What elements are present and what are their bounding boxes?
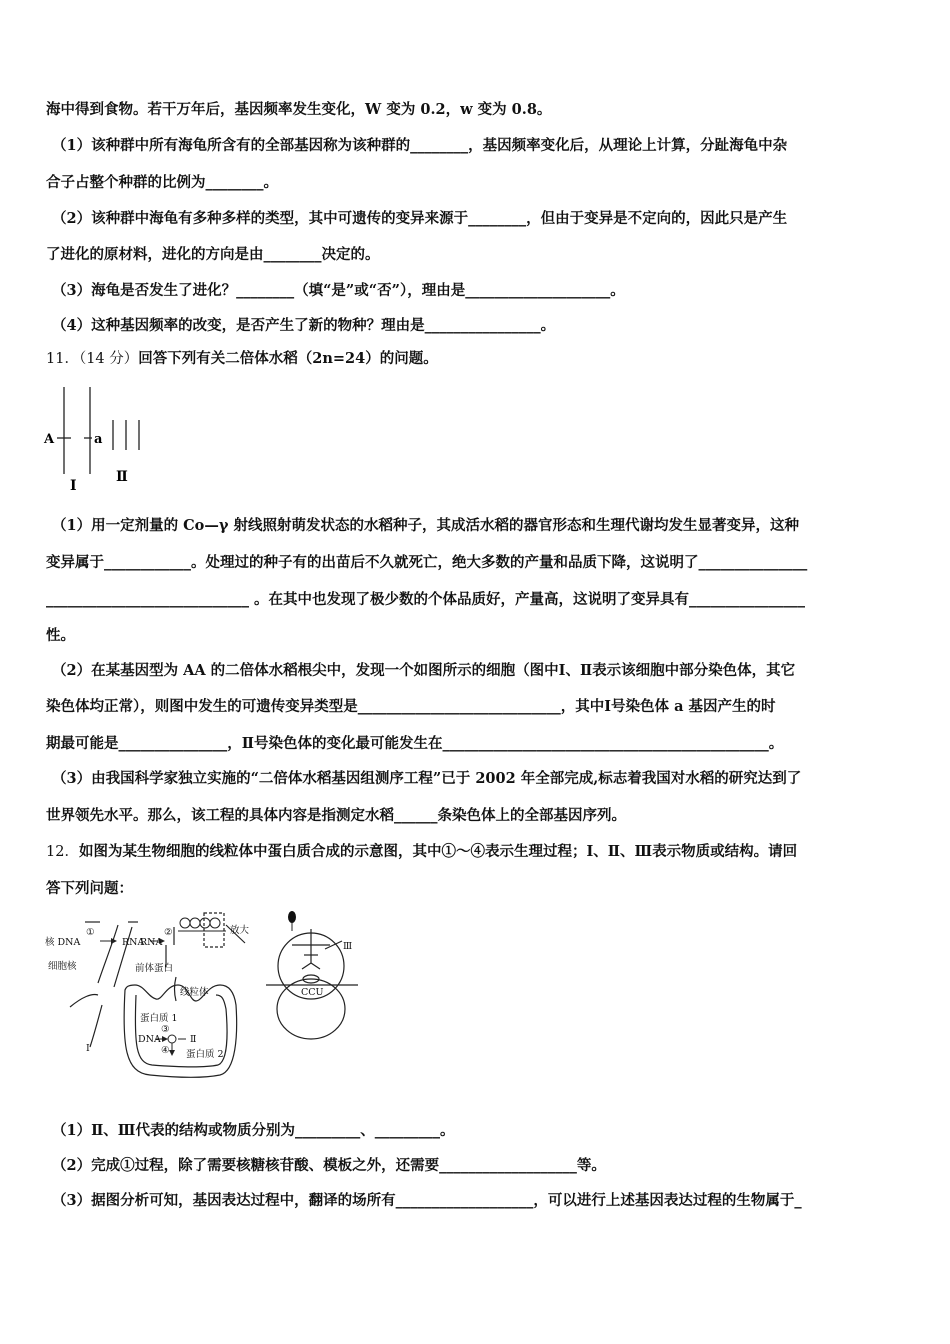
text-line: 染色体均正常），则图中发生的可遗传变异类型是____________________________，其中Ⅰ号染色体 a 基因产生的时 bbox=[46, 698, 776, 715]
text-line: （3）据图分析可知，基因表达过程中，翻译的场所有___________________，可以进行上述基因表达过程的生物属于_ bbox=[52, 1192, 802, 1209]
step-3-label: ③ bbox=[161, 1024, 170, 1035]
nucleus-label: 细胞核 bbox=[48, 961, 77, 972]
protein-2-label: 蛋白质 2 bbox=[186, 1049, 224, 1060]
rna-label-2: RNA bbox=[140, 937, 163, 948]
rna-label: RNA bbox=[122, 937, 145, 948]
text-line: 了进化的原材料，进化的方向是由________决定的。 bbox=[46, 246, 380, 263]
text-line: 期最可能是_______________，Ⅱ号染色体的变化最可能发生在_____________________________________________。 bbox=[46, 735, 784, 752]
step-4-label: ④ bbox=[161, 1045, 170, 1056]
question-11-heading bbox=[46, 349, 438, 369]
text-line: （1）Ⅱ、Ⅲ代表的结构或物质分别为_________、_________。 bbox=[52, 1122, 455, 1139]
mitochondrion-label: 线粒体 bbox=[180, 987, 209, 998]
text-line: 世界领先水平。那么，该工程的具体内容是指测定水稻______条染色体上的全部基因序列。 bbox=[46, 807, 626, 824]
codon-label: CCU bbox=[301, 987, 324, 998]
text-line: （1）该种群中所有海龟所含有的全部基因称为该种群的________，基因频率变化后，从理论上计算，分趾海龟中杂 bbox=[52, 137, 788, 154]
text-line: （3）海龟是否发生了进化？________（填“是”或“否”），理由是____________________。 bbox=[52, 282, 625, 299]
chromosome-label-II: Ⅱ bbox=[116, 469, 128, 485]
nucleus-dna-label: 核 DNA bbox=[45, 937, 81, 948]
text-line: 海中得到食物。若干万年后，基因频率发生变化，W 变为 0.2，w 变为 0.8。 bbox=[46, 101, 552, 118]
chromosome-label-I: Ⅰ bbox=[70, 478, 77, 494]
gene-label-A: A bbox=[44, 432, 55, 447]
text-line: 性。 bbox=[46, 627, 75, 644]
mito-dna-label: DNA bbox=[138, 1034, 161, 1045]
question-number: 12． bbox=[46, 844, 79, 860]
question-number: 11．（14 分） bbox=[46, 351, 139, 367]
chromosome-figure bbox=[40, 382, 160, 497]
structure-II-label: Ⅱ bbox=[190, 1034, 197, 1045]
structure-I-label: Ⅰ bbox=[86, 1043, 90, 1054]
text-line: （4）这种基因频率的改变，是否产生了新的物种？理由是________________。 bbox=[52, 317, 556, 334]
structure-III-label: Ⅲ bbox=[343, 941, 353, 952]
text-line: （2）完成①过程，除了需要核糖核苷酸、模板之外，还需要___________________等。 bbox=[52, 1157, 606, 1174]
precursor-protein-label: 前体蛋白 bbox=[135, 963, 174, 974]
protein-1-label: 蛋白质 1 bbox=[140, 1013, 178, 1024]
question-12-heading bbox=[46, 842, 797, 862]
text-line: ____________________________ 。在其中也发现了极少数的个体品质好，产量高，这说明了变异具有________________ bbox=[46, 591, 806, 608]
text-line: 答下列问题： bbox=[46, 880, 133, 897]
step-2-label: ② bbox=[164, 927, 173, 938]
question-text: 回答下列有关二倍体水稻（2n=24）的问题。 bbox=[138, 350, 438, 367]
gene-label-a: a bbox=[94, 432, 103, 447]
text-line: （2）该种群中海龟有多种多样的类型，其中可遗传的变异来源于________，但由于变异是不定向的，因此只是产生 bbox=[52, 210, 788, 227]
text-line: （1）用一定剂量的 Co—γ 射线照射萌发状态的水稻种子，其成活水稻的器官形态和生理代谢均发生显著变异，这种 bbox=[52, 517, 799, 534]
text-line: （3）由我国科学家独立实施的“二倍体水稻基因组测序工程”已于 2002 年全部完成,标志着我国对水稻的研究达到了 bbox=[52, 770, 802, 787]
mitochondria-protein-synthesis-figure bbox=[40, 905, 370, 1090]
text-line: 合子占整个种群的比例为________。 bbox=[46, 174, 278, 191]
text-line: 变异属于____________。处理过的种子有的出苗后不久就死亡，绝大多数的产量和品质下降，这说明了_______________ bbox=[46, 554, 808, 571]
text-line: （2）在某基因型为 AA 的二倍体水稻根尖中，发现一个如图所示的细胞（图中Ⅰ、Ⅱ表示该细胞中部分染色体，其它 bbox=[52, 662, 796, 679]
step-1-label: ① bbox=[86, 927, 95, 938]
question-text: 如图为某生物细胞的线粒体中蛋白质合成的示意图，其中①～④表示生理过程；Ⅰ、Ⅱ、Ⅲ表示物质或结构。请回 bbox=[78, 843, 798, 860]
zoom-label: 放大 bbox=[230, 925, 250, 936]
